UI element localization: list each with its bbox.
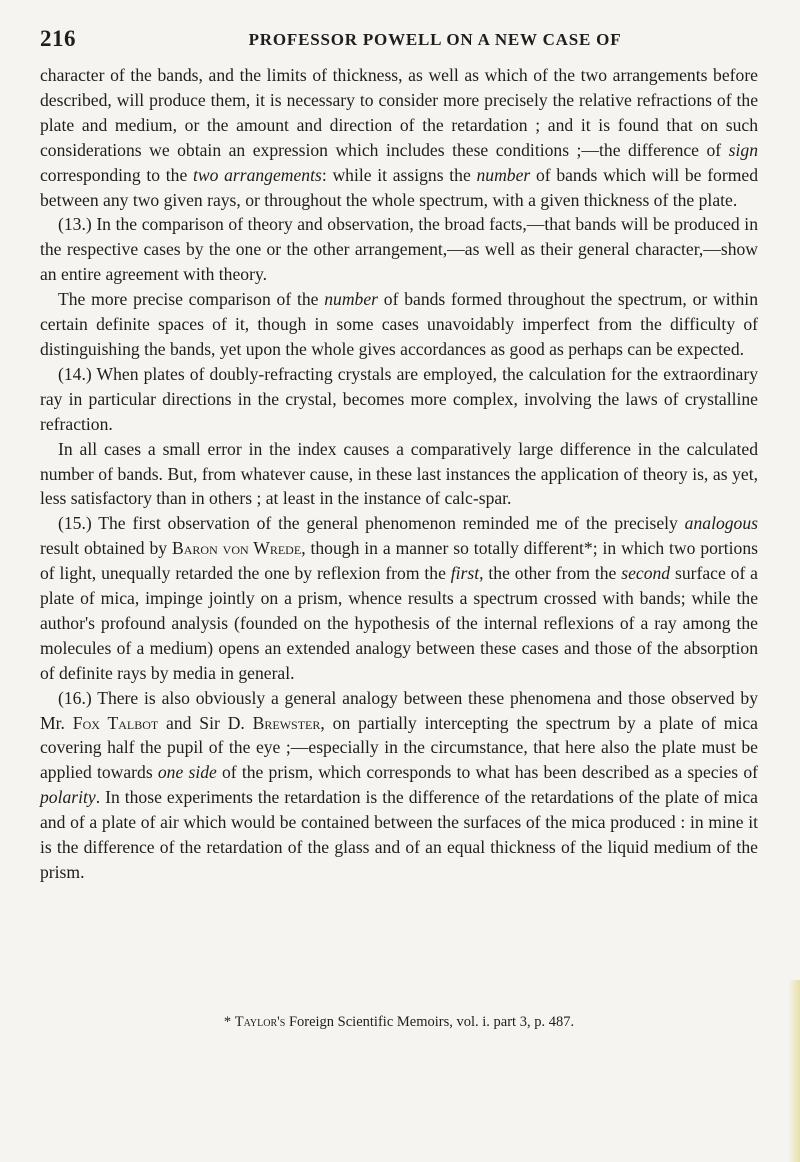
small-caps-name: Fox Talbot [72,712,159,733]
footnote [40,1012,758,1032]
paragraph-13-continued: The more precise comparison of the number of bands formed throughout the spectrum, or within certain definite spaces of it, though in some cases unavoidably imperfect from the difficulty of distinguishing the bands, yet upon the whole gives accordances as good as perhaps can be expected. [40,289,758,359]
page-number: 216 [40,26,76,51]
emphasis: number [476,164,531,185]
running-title: PROFESSOR POWELL ON A NEW CASE OF [248,30,622,49]
emphasis: number [324,289,379,310]
emphasis: second [621,563,671,584]
emphasis: polarity [40,787,96,808]
footnote-text: Foreign Scientific Memoirs, vol. i. part 3, p. 487. [285,1014,575,1030]
emphasis: first [450,563,480,584]
footnote-mark: * [223,1014,235,1030]
footnote-author: Taylor's [234,1014,286,1030]
paragraph-13: (13.) In the comparison of theory and observation, the broad facts,—that bands will be produced in the respective cases by the one or the other arrangement,—as well as their general character,—show an entire agreement with theory. [40,214,758,285]
paragraph-14: (14.) When plates of doubly-refracting crystals are employed, the calculation for the extraordinary ray in particular directions in the crystal, becomes more complex, involving the laws of crystalline refraction. [40,363,758,434]
emphasis: sign [728,139,758,160]
page-header [40,22,760,56]
paragraph-15: (15.) The first observation of the general phenomenon reminded me of the precisely analogous result obtained by Baron von Wrede, though in a manner so totally different*; in which two portions of light, unequally retarded the one by reflexion from the first, the other from the second surface of a plate of mica, impinge jointly on a prism, whence results a spectrum crossed with bands; while the author's profound analysis (founded on the hypothesis of the internal reflexions of a ray among the molecules of a medium) opens an extended analogy between these cases and those of the absorption of definite rays by media in general. [40,513,758,683]
paragraph-14-continued: In all cases a small error in the index causes a comparatively large difference in the calculated number of bands. But, from whatever cause, in these last instances the application of theory is, as yet, less satisfactory than in others ; at least in the instance of calc-spar. [40,438,758,509]
emphasis: one side [157,762,217,783]
small-caps-name: Brewster [252,712,321,733]
emphasis: two arrangements [192,164,322,185]
small-caps-name: Baron von Wrede [172,538,302,559]
paragraph-16: (16.) There is also obviously a general analogy between these phenomena and those observed by Mr. Fox Talbot and Sir D. Brewster, on partially intercepting the spectrum by a plate of mica covering half the pupil of the eye ;—especially in the circumstance, that here also the plate must be applied towards one side of the prism, which corresponds to what has been described as a species of polarity. In those experiments the retardation is the difference of the retardations of the plate of mica and of a plate of air which would be contained between the surfaces of the mica produced : in mine it is the difference of the retardation of the glass and of an equal thickness of the liquid medium of the prism. [40,687,758,882]
paragraph-1: character of the bands, and the limits of thickness, as well as which of the two arrangements before described, will produce them, it is necessary to consider more precisely the relative refractions of the plate and medium, or the amount and direction of the retardation ; and it is found that on such considerations we obtain an expression which includes these conditions ;—the difference of sign corresponding to the two arrangements: while it assigns the number of bands which will be formed between any two given rays, or throughout the whole spectrum, with a given thickness of the plate. [40,65,758,210]
page-edge-discoloration [788,980,800,1162]
emphasis: analogous [684,513,758,534]
body-text [40,63,758,885]
